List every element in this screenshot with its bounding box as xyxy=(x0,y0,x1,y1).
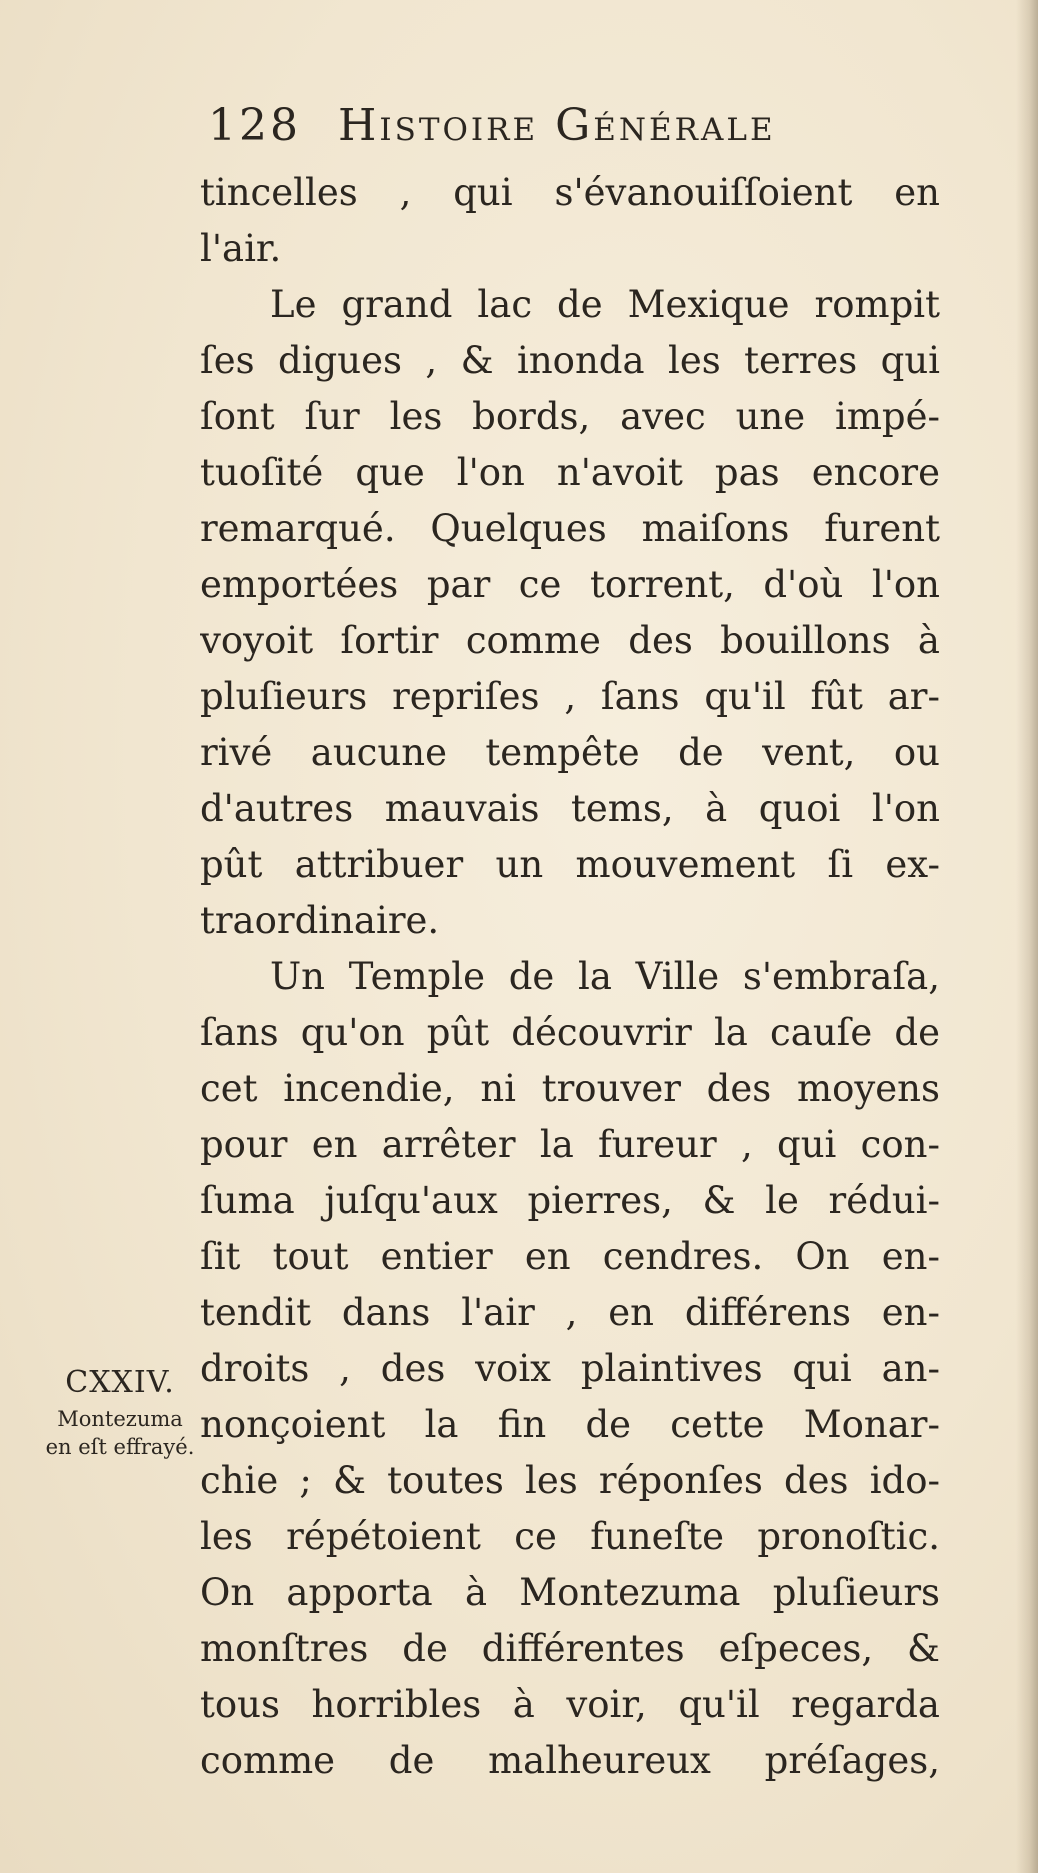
page-spine-shadow xyxy=(1016,0,1038,1873)
text-line: ſans qu'on pût découvrir la cauſe de xyxy=(200,1011,940,1054)
text-line: monſtres de différentes eſpeces, & xyxy=(200,1627,940,1670)
text-line: voyoit ſortir comme des bouillons à xyxy=(200,619,940,662)
body-text xyxy=(200,165,940,1789)
running-title: Histoire Générale xyxy=(337,100,776,151)
text-line: cet incendie, ni trouver des moyens xyxy=(200,1067,940,1110)
text-line: tous horribles à voir, qu'il regarda xyxy=(200,1683,940,1726)
text-line: Un Temple de la Ville s'embraſa, xyxy=(270,955,940,998)
text-line: On apporta à Montezuma pluſieurs xyxy=(200,1571,940,1614)
text-line: ſit tout entier en cendres. On en- xyxy=(200,1235,940,1278)
text-line: comme de malheureux préſages, xyxy=(200,1739,940,1782)
text-line: pour en arrêter la fureur , qui con- xyxy=(200,1123,940,1166)
margin-note-line: Montezuma xyxy=(57,1407,183,1431)
text-line: pluſieurs repriſes , ſans qu'il fût ar- xyxy=(200,675,940,718)
page-number: 128 xyxy=(208,100,301,151)
text-line: traordinaire. xyxy=(200,899,440,942)
text-line: ſont ſur les bords, avec une impé- xyxy=(200,395,940,438)
text-line: droits , des voix plaintives qui an- xyxy=(200,1347,940,1390)
text-line: pût attribuer un mouvement ſi ex- xyxy=(200,843,940,886)
text-line: nonçoient la fin de cette Monar- xyxy=(200,1403,940,1446)
text-line: chie ; & toutes les réponſes des ido- xyxy=(200,1459,940,1502)
text-line: rivé aucune tempête de vent, ou xyxy=(200,731,940,774)
text-line: d'autres mauvais tems, à quoi l'on xyxy=(200,787,940,830)
margin-section-number: CXXIV. xyxy=(65,1365,175,1400)
margin-note-line: en eſt effrayé. xyxy=(45,1435,195,1459)
text-line: tincelles , qui s'évanouiſſoient en xyxy=(200,171,940,214)
text-line: emportées par ce torrent, d'où l'on xyxy=(200,563,940,606)
text-line: l'air. xyxy=(200,227,282,270)
text-line: ſes digues , & inonda les terres qui xyxy=(200,339,940,382)
running-header xyxy=(208,100,928,160)
text-line: remarqué. Quelques maiſons furent xyxy=(200,507,940,550)
text-line: Le grand lac de Mexique rompit xyxy=(270,283,940,326)
text-line: ſuma juſqu'aux pierres, & le rédui- xyxy=(200,1179,940,1222)
text-line: tuoſité que l'on n'avoit pas encore xyxy=(200,451,940,494)
text-line: les répétoient ce funeſte pronoſtic. xyxy=(200,1515,940,1558)
text-line: tendit dans l'air , en différens en- xyxy=(200,1291,940,1334)
